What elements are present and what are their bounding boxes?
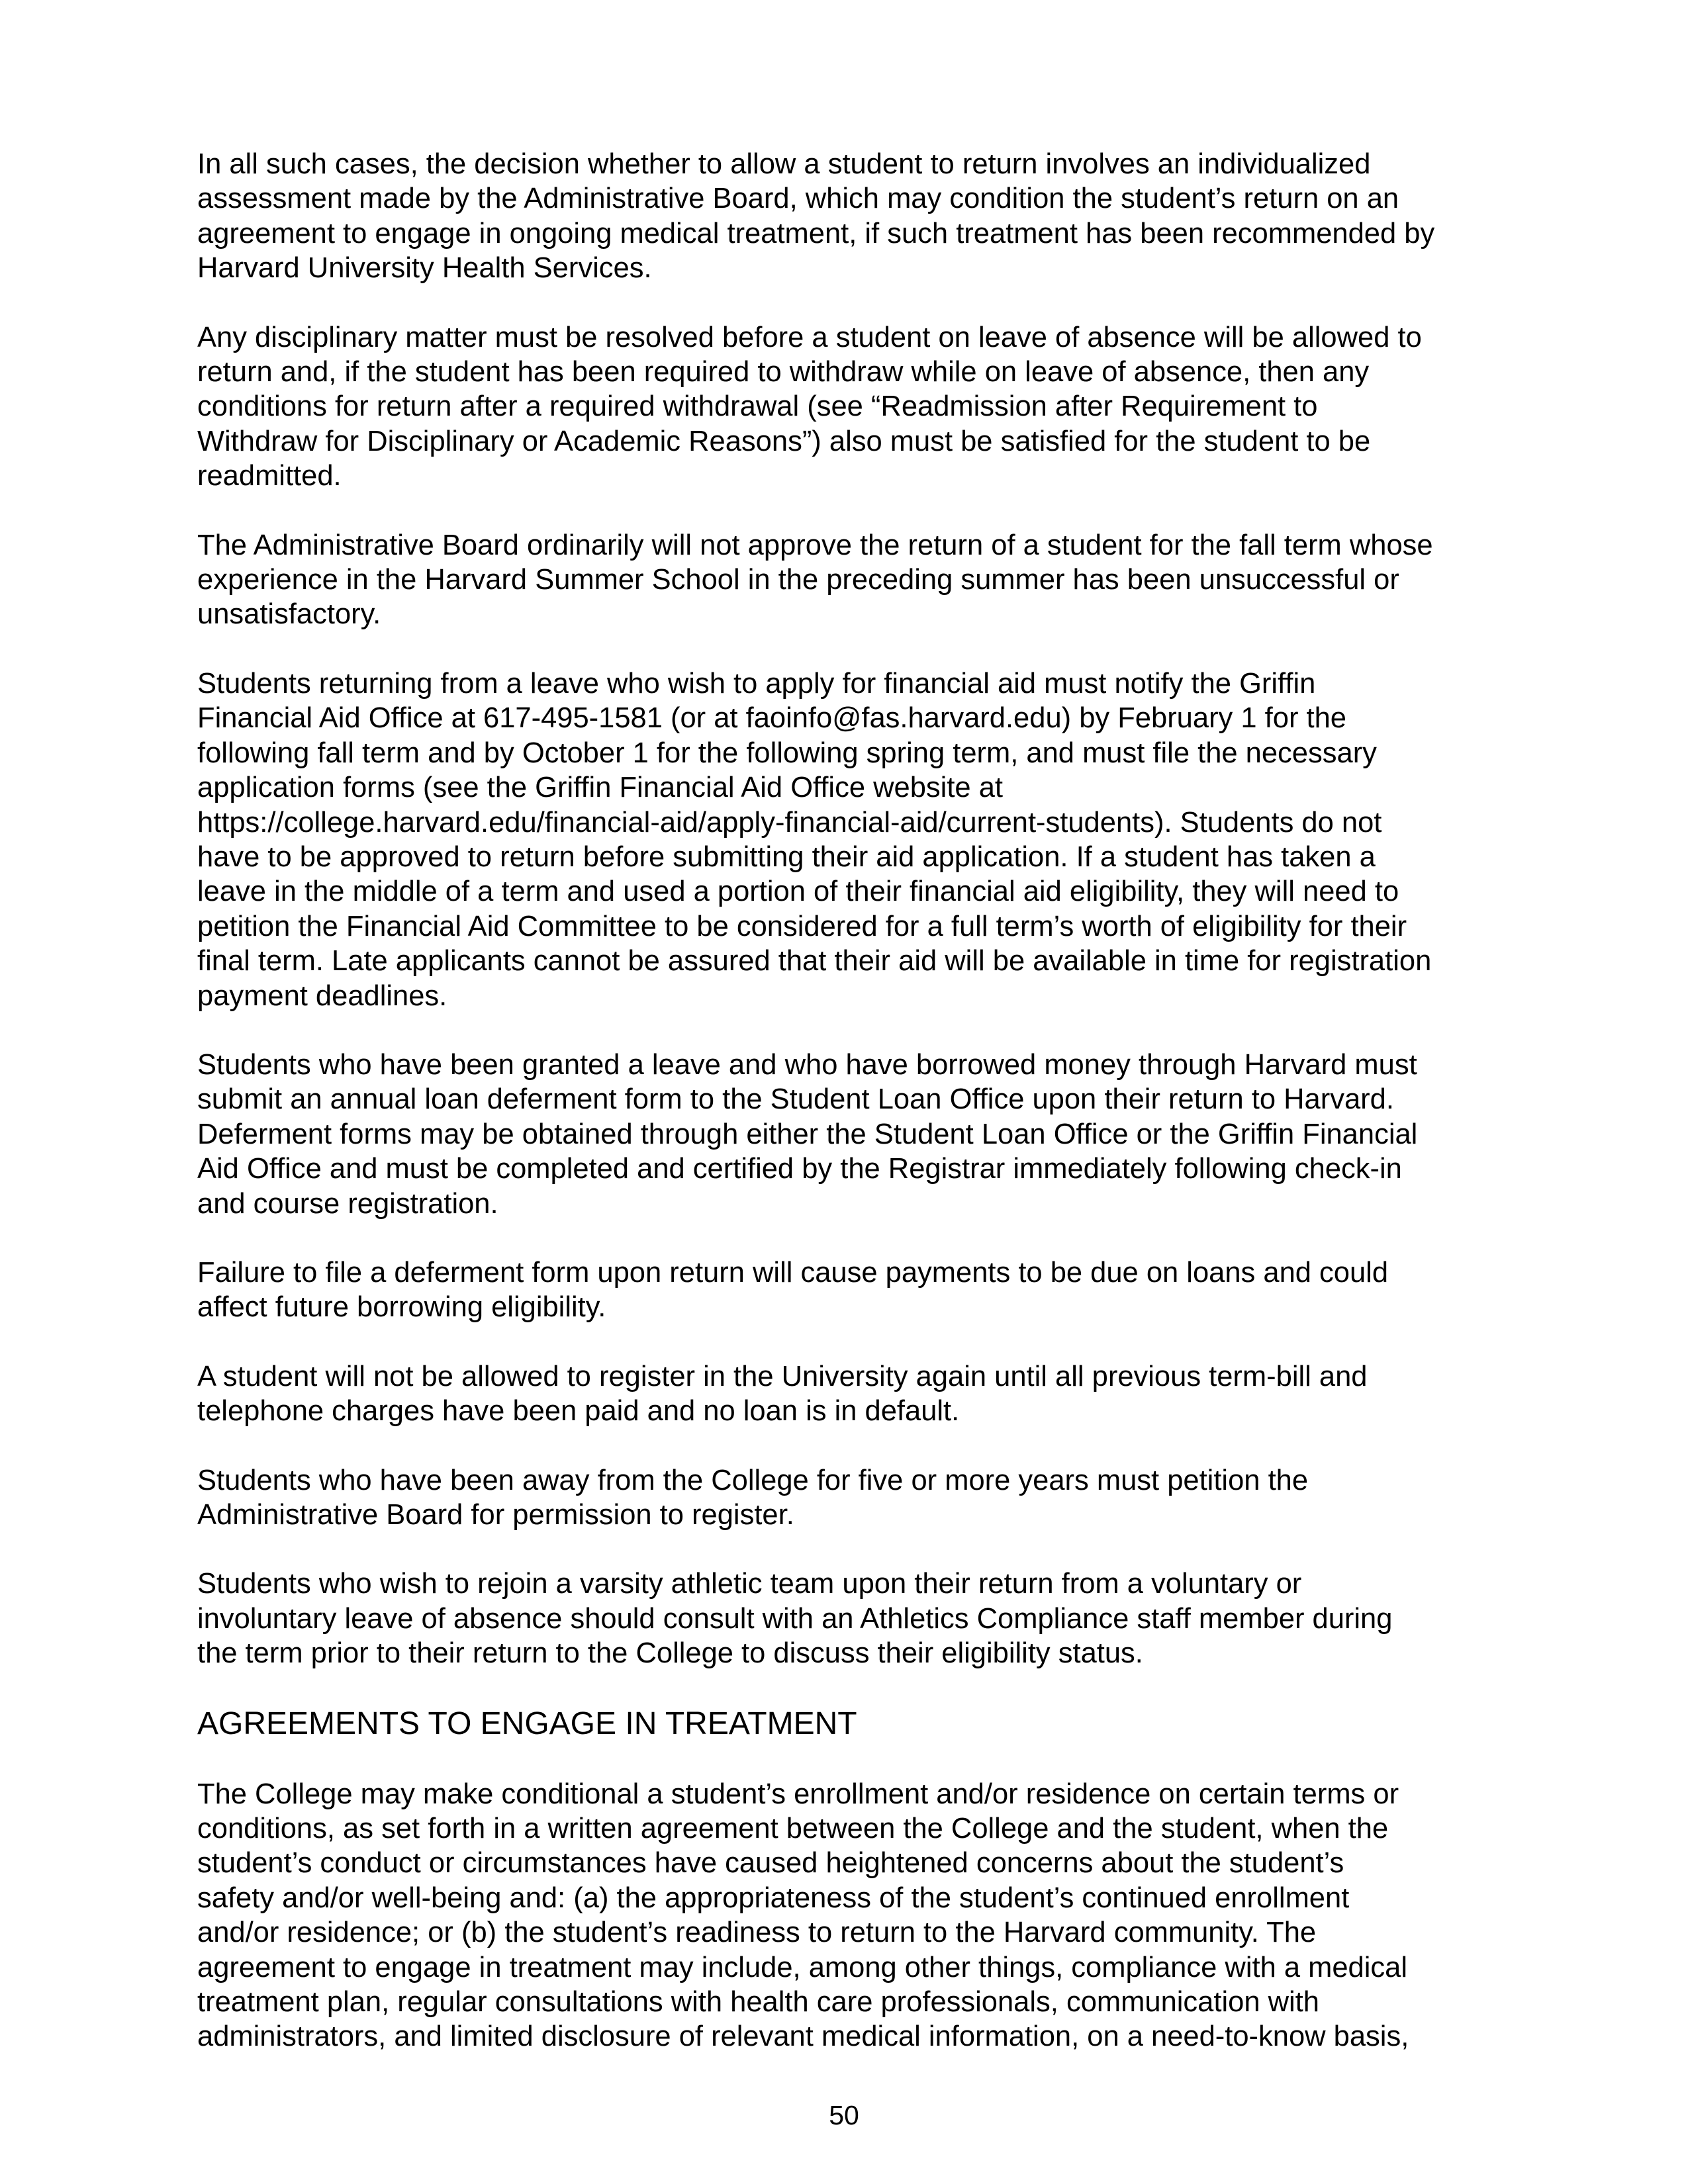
paragraph-line: Any disciplinary matter must be resolved before a student on leave of absence will be allowed to bbox=[197, 321, 1422, 353]
paragraph-line: The College may make conditional a student’s enrollment and/or residence on certain terms or bbox=[197, 1778, 1399, 1810]
paragraph bbox=[197, 1777, 1515, 2054]
paragraph-line: have to be approved to return before submitting their aid application. If a student has taken a bbox=[197, 841, 1376, 873]
paragraph-line: the term prior to their return to the College to discuss their eligibility status. bbox=[197, 1637, 1143, 1670]
paragraph-line: safety and/or well-being and: (a) the appropriateness of the student’s continued enrollment bbox=[197, 1882, 1350, 1914]
paragraph-line: student’s conduct or circumstances have caused heightened concerns about the student’s bbox=[197, 1847, 1344, 1880]
paragraph-line: administrators, and limited disclosure of relevant medical information, on a need-to-know basis, bbox=[197, 2021, 1409, 2053]
paragraph-line: Financial Aid Office at 617-495-1581 (or at faoinfo@fas.harvard.edu) by February 1 for the bbox=[197, 702, 1346, 735]
paragraph-line: Failure to file a deferment form upon return will cause payments to be due on loans and could bbox=[197, 1256, 1389, 1289]
paragraph-line: Harvard University Health Services. bbox=[197, 252, 652, 285]
paragraph-line: payment deadlines. bbox=[197, 979, 447, 1012]
paragraph-line: treatment plan, regular consultations with health care professionals, communication with bbox=[197, 1986, 1319, 2019]
paragraph-line: Withdraw for Disciplinary or Academic Reasons”) also must be satisfied for the student to be bbox=[197, 425, 1371, 457]
paragraph-line: agreement to engage in treatment may include, among other things, compliance with a medical bbox=[197, 1951, 1408, 1983]
paragraph bbox=[197, 1567, 1515, 1670]
paragraph-line: Administrative Board for permission to register. bbox=[197, 1499, 794, 1531]
paragraph-line: experience in the Harvard Summer School in the preceding summer has been unsuccessful or bbox=[197, 564, 1399, 596]
paragraph-line: Deferment forms may be obtained through either the Student Loan Office or the Griffin Financial bbox=[197, 1118, 1418, 1150]
paragraph-line: leave in the middle of a term and used a portion of their financial aid eligibility, they will need to bbox=[197, 876, 1399, 908]
paragraph bbox=[197, 1359, 1515, 1429]
paragraph-line: conditions for return after a required withdrawal (see “Readmission after Requirement to bbox=[197, 390, 1318, 423]
paragraph-line: Students who have been granted a leave and who have borrowed money through Harvard must bbox=[197, 1048, 1417, 1081]
paragraph bbox=[197, 1255, 1515, 1325]
paragraph-line: A student will not be allowed to register in the University again until all previous term-bill and bbox=[197, 1360, 1368, 1392]
paragraph bbox=[197, 1463, 1515, 1533]
paragraph-line: unsatisfactory. bbox=[197, 598, 381, 631]
paragraph-line: return and, if the student has been required to withdraw while on leave of absence, then any bbox=[197, 356, 1370, 388]
paragraph-line: and course registration. bbox=[197, 1187, 498, 1220]
paragraph-line: application forms (see the Griffin Financial Aid Office website at bbox=[197, 772, 1003, 804]
paragraph-line: The Administrative Board ordinarily will not approve the return of a student for the fall term whose bbox=[197, 529, 1433, 561]
paragraph-line: final term. Late applicants cannot be assured that their aid will be available in time for registration bbox=[197, 945, 1432, 978]
paragraph-line: and/or residence; or (b) the student’s readiness to return to the Harvard community. The bbox=[197, 1917, 1317, 1949]
paragraph bbox=[197, 147, 1515, 286]
paragraph-line: following fall term and by October 1 for the following spring term, and must file the necessary bbox=[197, 737, 1377, 769]
paragraph-line: affect future borrowing eligibility. bbox=[197, 1291, 606, 1324]
paragraph-line: Students who have been away from the College for five or more years must petition the bbox=[197, 1464, 1309, 1496]
paragraph-line: In all such cases, the decision whether to allow a student to return involves an individualized bbox=[197, 148, 1371, 180]
section-heading: AGREEMENTS TO ENGAGE IN TREATMENT bbox=[197, 1706, 857, 1741]
paragraph-line: readmitted. bbox=[197, 460, 342, 492]
paragraph-line: telephone charges have been paid and no loan is in default. bbox=[197, 1395, 960, 1428]
paragraph-line: agreement to engage in ongoing medical treatment, if such treatment has been recommended by bbox=[197, 217, 1435, 250]
paragraph-line: conditions, as set forth in a written agreement between the College and the student, when the bbox=[197, 1813, 1389, 1845]
paragraph-line: Students returning from a leave who wish to apply for financial aid must notify the Griffin bbox=[197, 667, 1316, 700]
paragraph-line: submit an annual loan deferment form to the Student Loan Office upon their return to Harvard. bbox=[197, 1083, 1394, 1116]
paragraph-line: assessment made by the Administrative Board, which may condition the student’s return on an bbox=[197, 183, 1399, 215]
paragraph bbox=[197, 320, 1515, 494]
document-body bbox=[197, 147, 1515, 2089]
paragraph bbox=[197, 528, 1515, 632]
paragraph bbox=[197, 1048, 1515, 1221]
paragraph-line: Aid Office and must be completed and certified by the Registrar immediately following check-in bbox=[197, 1153, 1402, 1185]
paragraph-line: involuntary leave of absence should consult with an Athletics Compliance staff member during bbox=[197, 1602, 1393, 1635]
paragraph-line: petition the Financial Aid Committee to be considered for a full term’s worth of eligibility for their bbox=[197, 910, 1407, 942]
paragraph bbox=[197, 666, 1515, 1013]
paragraph-line: https://college.harvard.edu/financial-aid/apply-financial-aid/current-students). Students do not bbox=[197, 806, 1382, 839]
page-number: 50 bbox=[829, 2100, 859, 2130]
paragraph-line: Students who wish to rejoin a varsity athletic team upon their return from a voluntary or bbox=[197, 1568, 1302, 1600]
